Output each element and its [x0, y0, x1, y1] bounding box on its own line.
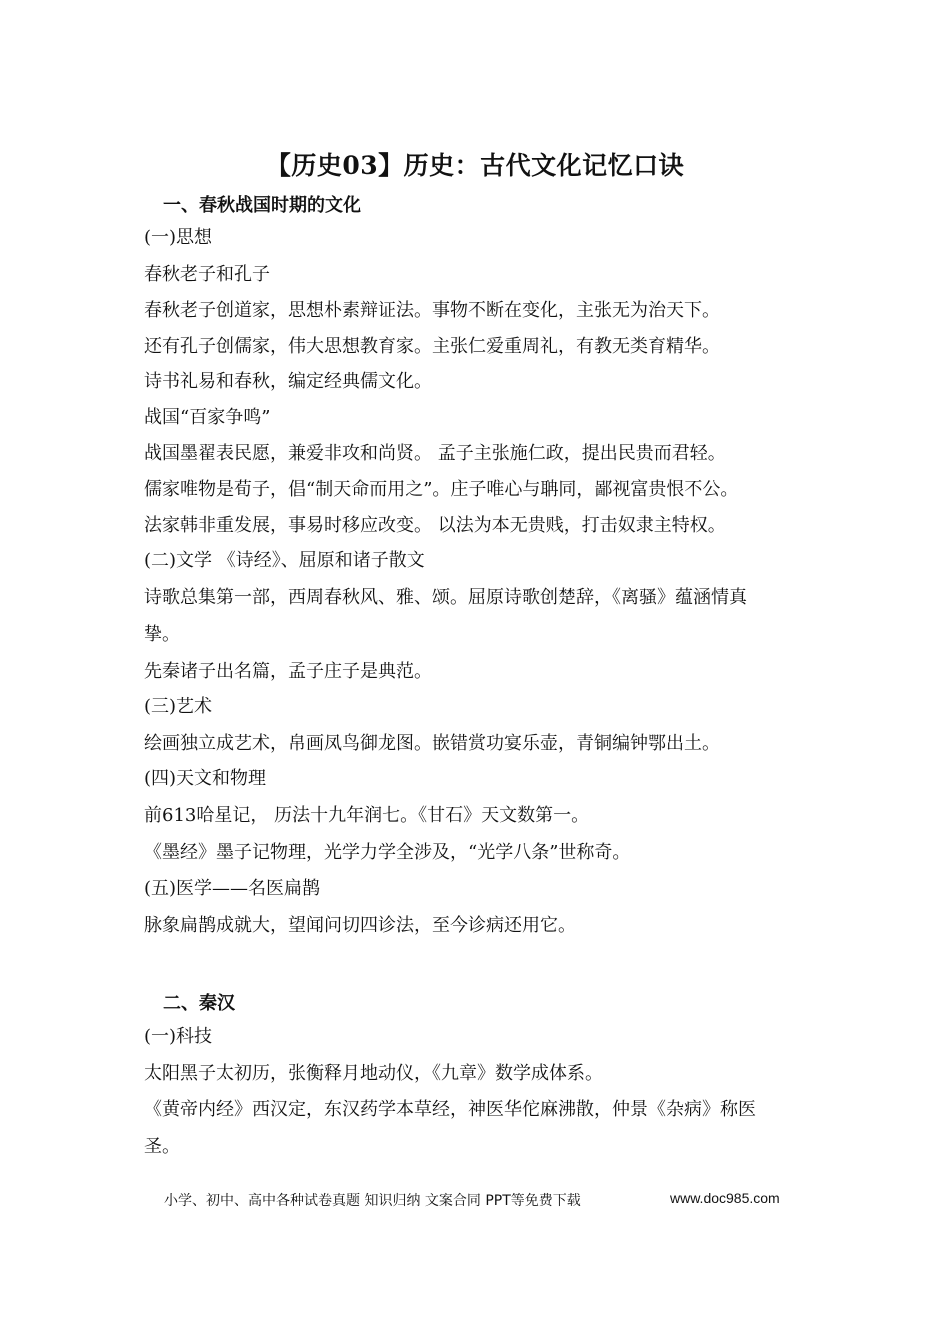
- page-footer: [164, 1190, 780, 1210]
- text-line: 《黄帝内经》西汉定，东汉药学本草经，神医华佗麻沸散，仲景《杂病》称医: [144, 1099, 756, 1120]
- subheading-medicine: (五)医学——名医扁鹊: [144, 878, 321, 899]
- text-line: 《墨经》墨子记物理，光学力学全涉及，“光学八条”世称奇。: [144, 842, 631, 863]
- section-heading-qin-han: 二、秦汉: [163, 993, 235, 1014]
- text-line: 先秦诸子出名篇，孟子庄子是典范。: [144, 661, 432, 682]
- footer-url[interactable]: www.doc985.com: [670, 1190, 780, 1206]
- footer-text: 小学、初中、高中各种试卷真题 知识归纳 文案合同 PPT等免费下载: [164, 1193, 581, 1209]
- section-heading-spring-autumn: 一、春秋战国时期的文化: [163, 195, 361, 216]
- text-line: 诗歌总集第一部，西周春秋风、雅、颂。屈原诗歌创楚辞，《离骚》蕴涵情真: [144, 587, 747, 608]
- text-line: 法家韩非重发展，事易时移应改变。 以法为本无贵贱，打击奴隶主特权。: [144, 515, 726, 536]
- text-line: 脉象扁鹊成就大，望闻问切四诊法，至今诊病还用它。: [144, 915, 576, 936]
- subheading-literature: (二)文学 《诗经》、屈原和诸子散文: [144, 550, 425, 571]
- subheading-art: (三)艺术: [144, 696, 213, 717]
- text-line: 还有孔子创儒家，伟大思想教育家。主张仁爱重周礼，有教无类育精华。: [144, 336, 720, 357]
- text-line: 儒家唯物是荀子，倡“制天命而用之”。庄子唯心与聃同，鄙视富贵恨不公。: [144, 479, 739, 500]
- text-line: 圣。: [144, 1136, 180, 1157]
- text-line: 诗书礼易和春秋，编定经典儒文化。: [144, 371, 432, 392]
- subheading-thought: (一)思想: [144, 227, 213, 248]
- text-line: 战国墨翟表民愿，兼爱非攻和尚贤。 孟子主张施仁政，提出民贵而君轻。: [144, 443, 726, 464]
- text-line: 太阳黑子太初历，张衡释月地动仪，《九章》数学成体系。: [144, 1063, 603, 1084]
- text-line: 挚。: [144, 624, 180, 645]
- text-line: 前613哈星记， 历法十九年润七。《甘石》天文数第一。: [144, 805, 590, 826]
- text-line: 绘画独立成艺术，帛画凤鸟御龙图。嵌错赏功宴乐壶，青铜编钟鄂出土。: [144, 733, 720, 754]
- document-title: 【历史03】历史：古代文化记忆口诀: [265, 151, 685, 180]
- subheading-laozi-confucius: 春秋老子和孔子: [144, 264, 270, 285]
- subheading-astronomy-physics: (四)天文和物理: [144, 768, 267, 789]
- text-line: 春秋老子创道家，思想朴素辩证法。事物不断在变化，主张无为治天下。: [144, 300, 720, 321]
- subheading-technology: (一)科技: [144, 1026, 213, 1047]
- subheading-hundred-schools: 战国“百家争鸣”: [144, 407, 271, 428]
